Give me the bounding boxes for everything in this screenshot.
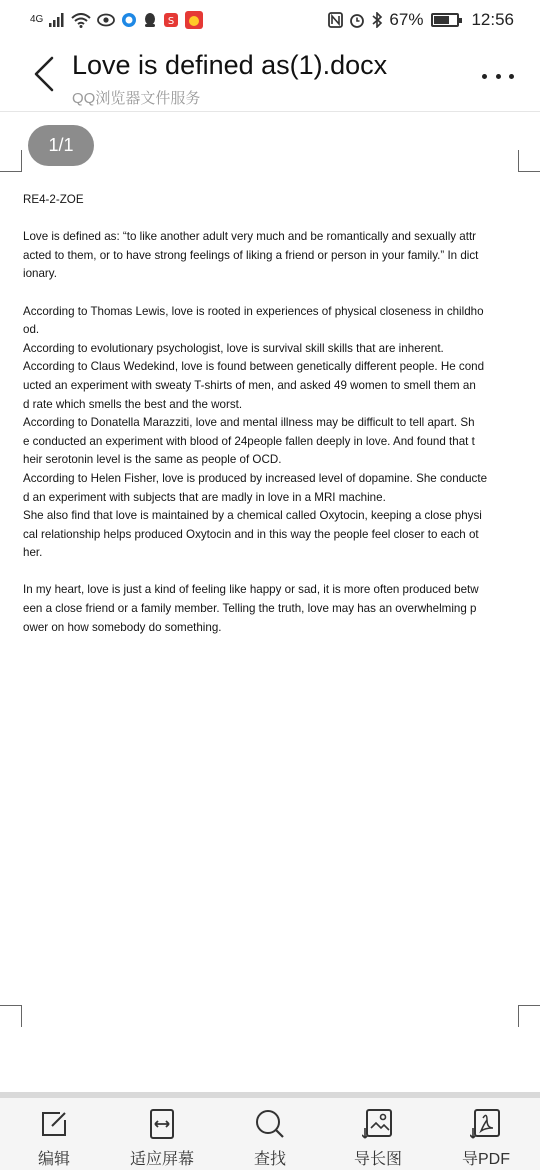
edit-button[interactable]	[4, 1108, 104, 1169]
document-text-line: her.	[23, 546, 43, 560]
wifi-icon	[71, 13, 91, 28]
document-text-line: ucted an experiment with sweaty T-shirts of men, and asked 49 women to smell them an	[23, 378, 476, 392]
game-app-icon	[185, 11, 203, 29]
paragraph-opinion	[23, 581, 517, 637]
fit-screen-icon	[146, 1108, 178, 1140]
back-arrow-icon	[28, 54, 62, 94]
status-bar	[0, 0, 540, 40]
back-button[interactable]	[28, 54, 62, 94]
browser-app-icon	[121, 12, 137, 28]
battery-level-fill	[434, 16, 449, 24]
paragraph-definition	[23, 228, 517, 284]
document-text-line: She also find that love is maintained by a chemical called Oxytocin, keeping a close physi	[23, 509, 482, 523]
pdf-icon	[470, 1108, 502, 1140]
document-text-line: ionary.	[23, 267, 57, 281]
status-left	[30, 11, 203, 29]
bottom-toolbar	[0, 1092, 540, 1170]
more-dot-icon	[496, 74, 501, 79]
document-text-line: d an experiment with subjects that are madly in love in a MRI machine.	[23, 490, 386, 504]
long-image-icon	[362, 1108, 394, 1140]
page-indicator: 1/1	[28, 125, 94, 166]
status-right	[328, 10, 514, 30]
paragraph-gap	[23, 284, 517, 303]
export-pdf-button[interactable]	[436, 1108, 536, 1169]
document-source: QQ浏览器文件服务	[72, 90, 201, 107]
document-text-line: In my heart, love is just a kind of feeling like happy or sad, it is more often produced betw	[23, 583, 479, 597]
more-dot-icon	[482, 74, 487, 79]
find-button[interactable]	[220, 1108, 320, 1169]
document-body	[23, 191, 517, 637]
find-label: 查找	[253, 1151, 286, 1168]
document-text-line: een a close friend or a family member. Telling the truth, love may has an overwhelming p	[23, 602, 477, 616]
page-corner-mark	[0, 1005, 22, 1027]
edit-icon	[38, 1108, 70, 1140]
document-text-line: Love is defined as: “to like another adult very much and be romantically and sexually attr	[23, 230, 477, 244]
nfc-icon	[328, 12, 343, 28]
document-text-line: cal relationship helps produced Oxytocin and in this way the people feel closer to each ot	[23, 527, 479, 541]
document-title: Love is defined as(1).docx	[72, 50, 388, 80]
document-text-line: acted to them, or to have strong feelings of liking a friend or person in your family.” In dict	[23, 248, 479, 262]
page-corner-mark	[518, 150, 540, 172]
search-icon	[254, 1108, 286, 1140]
document-text-line: According to Claus Wedekind, love is found between genetically different people. He cond	[23, 360, 485, 374]
export-long-image-button[interactable]	[328, 1108, 428, 1169]
document-text-line: According to Helen Fisher, love is produced by increased level of dopamine. She conducte	[23, 471, 488, 485]
battery-percent: 67%	[389, 10, 424, 29]
svg-text:S: S	[168, 16, 175, 27]
paragraph-gap	[23, 210, 517, 229]
fit-screen-button[interactable]	[112, 1108, 212, 1169]
document-text-line: According to Donatella Marazziti, love and mental illness may be difficult to tell apart. Sh	[23, 416, 475, 430]
document-heading: RE4-2-ZOE	[23, 193, 84, 206]
signal-icon	[49, 13, 65, 27]
edit-label: 编辑	[37, 1151, 70, 1168]
document-text-line: d rate which smells the best and the worst.	[23, 397, 243, 411]
bluetooth-icon	[371, 12, 383, 28]
document-text-line: According to Thomas Lewis, love is rooted in experiences of physical closeness in childho	[23, 304, 484, 318]
more-dot-icon	[509, 74, 514, 79]
more-options-button[interactable]	[478, 64, 518, 88]
document-text-line: ower on how somebody do something.	[23, 620, 222, 634]
network-type-label: 4G	[30, 14, 44, 25]
page-corner-mark	[518, 1005, 540, 1027]
qq-icon	[143, 12, 157, 28]
fit-screen-label: 适应屏幕	[129, 1151, 194, 1168]
document-text-line: According to evolutionary psychologist, love is survival skill skills that are inherent.	[23, 341, 444, 355]
document-text-line: e conducted an experiment with blood of 24people fallen deeply in love. And found that t	[23, 434, 475, 448]
app-header	[0, 40, 540, 112]
page-corner-mark	[0, 150, 22, 172]
document-text-line: od.	[23, 323, 40, 337]
clock: 12:56	[471, 10, 514, 29]
paragraph-gap	[23, 563, 517, 582]
alarm-icon	[349, 12, 365, 28]
eye-icon	[97, 13, 115, 27]
app-notification-icon	[163, 12, 179, 28]
document-text-line: heir serotonin level is the same as people of OCD.	[23, 453, 282, 467]
export-pdf-label: 导PDF	[461, 1151, 510, 1168]
export-long-image-label: 导长图	[353, 1151, 402, 1168]
paragraph-research	[23, 303, 517, 563]
battery-icon	[431, 13, 459, 27]
